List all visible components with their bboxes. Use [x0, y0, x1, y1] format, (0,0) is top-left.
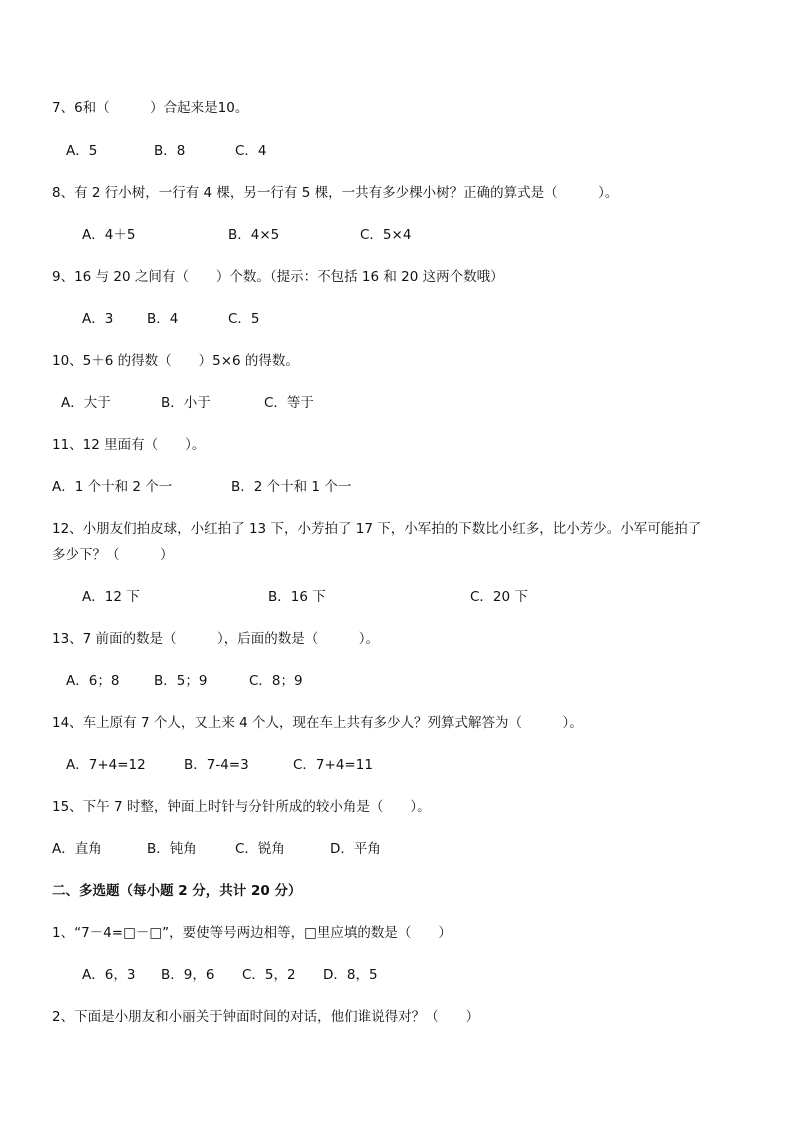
question-11-option-a: A．1 个十和 2 个一 — [52, 479, 173, 495]
section-2-title: 二、多选题（每小题 2 分，共计 20 分） — [52, 883, 302, 899]
question-7-option-c: C．4 — [235, 143, 267, 159]
question-15-option-b: B．钝角 — [147, 841, 197, 857]
question-13-option-c: C．8；9 — [249, 673, 303, 689]
question-9-option-c: C．5 — [228, 311, 260, 327]
question-8-option-b: B．4×5 — [228, 227, 280, 243]
question-7-option-a: A．5 — [66, 143, 98, 159]
multi-question-1-stem: 1、“7－4=□－□”，要使等号两边相等，□里应填的数是（ ） — [52, 925, 452, 941]
question-12-option-c: C．20 下 — [470, 589, 528, 605]
question-13-option-a: A．6；8 — [66, 673, 120, 689]
question-13-option-b: B．5；9 — [154, 673, 208, 689]
question-8-option-a: A．4＋5 — [82, 227, 136, 243]
question-14-option-b: B．7-4=3 — [184, 757, 249, 773]
question-14-option-a: A．7+4=12 — [66, 757, 146, 773]
multi-question-1-option-d: D．8，5 — [323, 967, 378, 983]
question-10-option-b: B．小于 — [161, 395, 211, 411]
question-13-stem: 13、7 前面的数是（ ），后面的数是（ ）。 — [52, 631, 380, 647]
multi-question-1-option-a: A．6，3 — [82, 967, 136, 983]
question-12-option-b: B．16 下 — [268, 589, 326, 605]
question-14-option-c: C．7+4=11 — [293, 757, 373, 773]
question-10-option-a: A．大于 — [61, 395, 111, 411]
question-8-option-c: C．5×4 — [360, 227, 412, 243]
question-14-stem: 14、车上原有 7 个人，又上来 4 个人，现在车上共有多少人？列算式解答为（ ）。 — [52, 715, 583, 731]
question-15-option-d: D．平角 — [330, 841, 381, 857]
question-9-stem: 9、16 与 20 之间有（ ）个数。（提示：不包括 16 和 20 这两个数哦） — [52, 269, 504, 285]
question-12-stem-continued: 多少下？（ ） — [52, 547, 174, 563]
question-7-stem: 7、6和（ ）合起来是10。 — [52, 100, 249, 116]
question-15-option-a: A．直角 — [52, 841, 102, 857]
question-10-stem: 10、5＋6 的得数（ ）5×6 的得数。 — [52, 353, 299, 369]
question-15-stem: 15、下午 7 时整，钟面上时针与分针所成的较小角是（ ）。 — [52, 799, 431, 815]
question-11-option-b: B．2 个十和 1 个一 — [231, 479, 352, 495]
question-9-option-a: A．3 — [82, 311, 114, 327]
multi-question-1-option-c: C．5，2 — [242, 967, 296, 983]
multi-question-2-stem: 2、下面是小朋友和小丽关于钟面时间的对话，他们谁说得对？（ ） — [52, 1009, 480, 1025]
question-9-option-b: B．4 — [147, 311, 179, 327]
question-8-stem: 8、有 2 行小树，一行有 4 棵，另一行有 5 棵，一共有多少棵小树？正确的算式是（ ）。 — [52, 185, 619, 201]
question-7-option-b: B．8 — [154, 143, 186, 159]
question-11-stem: 11、12 里面有（ ）。 — [52, 437, 206, 453]
question-15-option-c: C．锐角 — [235, 841, 285, 857]
question-12-stem: 12、小朋友们拍皮球，小红拍了 13 下，小芳拍了 17 下，小军拍的下数比小红多，比小芳少。小军可能拍了 — [52, 521, 702, 537]
question-12-option-a: A．12 下 — [82, 589, 140, 605]
question-10-option-c: C．等于 — [264, 395, 314, 411]
multi-question-1-option-b: B．9，6 — [161, 967, 215, 983]
